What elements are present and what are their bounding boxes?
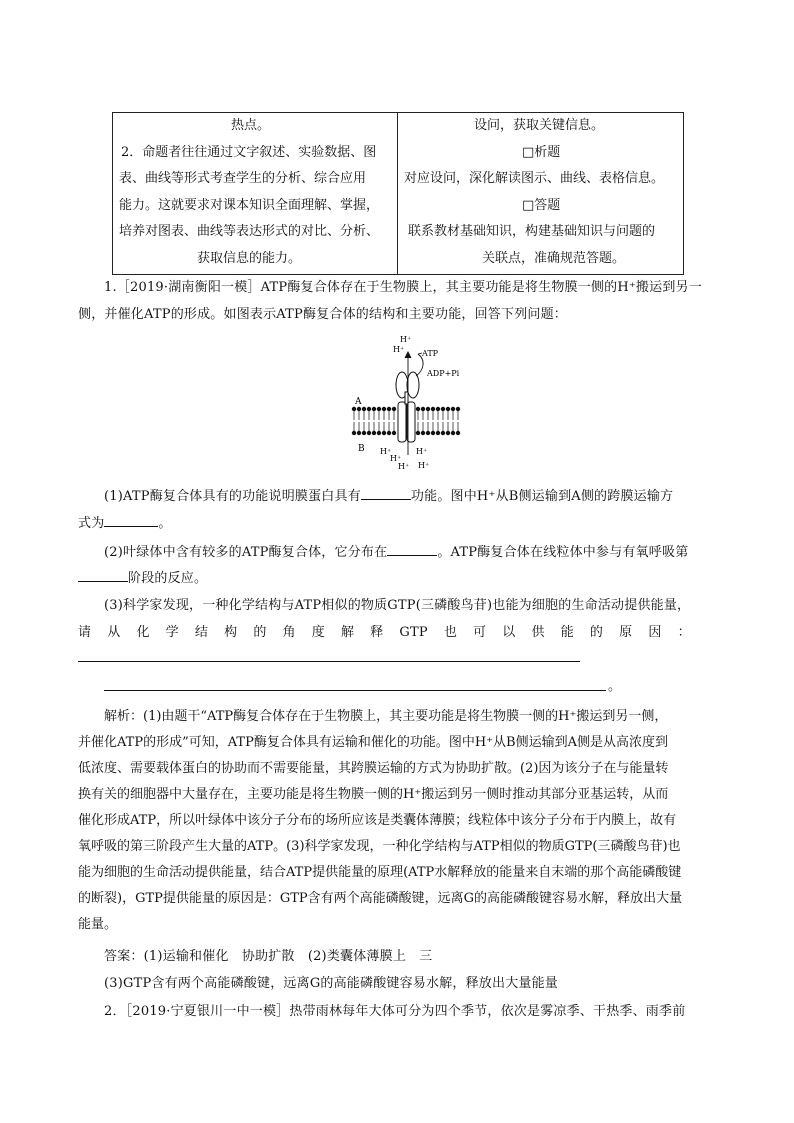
- q1-sub3-char: 以: [502, 625, 516, 640]
- atp-label: ATP: [422, 349, 439, 358]
- q2-stem-line1: 2．［2019·宁夏银川一中一模］热带雨林每年大体可分为四个季节，依次是雾凉季、干热季、雨季前: [104, 1004, 686, 1019]
- q1-sub3-char: 可: [473, 625, 487, 640]
- q1-sub2-text: 。ATP酶复合体在线粒体中参与有氧呼吸第: [437, 545, 689, 560]
- q1-sub1-text: 功能。图中H⁺从B侧运输到A侧的跨膜运输方: [410, 489, 674, 504]
- q1-sub3-char: 解: [340, 625, 355, 640]
- h-plus-bottom: H⁺: [418, 461, 430, 470]
- q1-sub2-line2: [78, 568, 207, 588]
- table-left-line: 培养对图表、曲线等表达形式的对比、分析、: [119, 224, 380, 239]
- table-right-line: □答题: [522, 197, 561, 213]
- h-plus-top: H⁺: [393, 345, 405, 354]
- q1-sub3-char: 因: [648, 625, 662, 640]
- q1-sub3-char: 能: [560, 625, 574, 640]
- label-b: B: [358, 444, 365, 454]
- q1-sub3-char: 度: [311, 625, 325, 640]
- q1-stem-line1: 1.［2019·湖南衡阳一模］ATP酶复合体存在于生物膜上，其主要功能是将生物膜一侧的H⁺搬运到另一: [104, 280, 702, 295]
- table-left-line: 2．命题者往往通过文字叙述、实验数据、图: [121, 144, 377, 160]
- q1-sub3-char: 也: [443, 625, 458, 640]
- h-plus-top: H⁺: [400, 335, 412, 344]
- h-plus-bottom: H⁺: [380, 447, 392, 456]
- atp-synthase-protein: [396, 372, 419, 442]
- q1-sub2-line1: [104, 542, 688, 562]
- table-right-line: □析题: [522, 144, 561, 160]
- analysis-line: 能量。: [78, 917, 118, 932]
- q1-sub3-char: 化: [136, 625, 150, 640]
- q1-sub2-text: 阶段的反应。: [128, 571, 208, 586]
- q1-sub3-char: 供: [531, 625, 545, 640]
- q1-sub3-char: 学: [165, 625, 179, 640]
- adp-pi-label: ADP+Pi: [427, 369, 460, 378]
- q1-sub3-char: 角: [282, 625, 296, 640]
- analysis-line: 换有关的细胞器中大量存在，主要功能是将生物膜一侧的H⁺搬运到另一侧时推动其部分亚基运转，从而: [78, 787, 669, 802]
- q1-sub3-line2: [78, 624, 691, 642]
- q1-sub3-char: ：: [677, 625, 691, 640]
- table-left-cell: [113, 113, 397, 272]
- analysis-line: 低浓度、需要载体蛋白的协助而不需要能量，其跨膜运输的方式为协助扩散。(2)因为该分子在与能量转: [78, 761, 669, 776]
- q1-sub3-char: 的: [253, 625, 267, 640]
- q1-sub3-char: 构: [224, 625, 238, 640]
- q1-sub2-text: (2)叶绿体中含有较多的ATP酶复合体，它分布在: [104, 545, 388, 560]
- answer-line2: (3)GTP含有两个高能磷酸键，远离G的高能磷酸键容易水解，释放出大量能量: [104, 976, 559, 991]
- knowledge-table: [112, 112, 684, 275]
- q1-sub3-end: 。: [608, 679, 622, 694]
- label-a: A: [355, 397, 362, 407]
- q1-sub3-char: 的: [589, 625, 604, 640]
- analysis-line: 能为细胞的生命活动提供能量，结合ATP提供能量的原理(ATP水解释放的能量来自末端的那个高能磷酸键: [78, 865, 682, 880]
- table-right-line: 对应设问，深化解读图示、曲线、表格信息。: [404, 171, 665, 186]
- q1-sub1-text: 。: [158, 516, 172, 531]
- analysis-line: 并催化ATP的形成”可知，ATP酶复合体具有运输和催化的功能。图中H⁺从B侧运输到A侧是从高浓度到: [78, 735, 668, 750]
- table-left-line: 表、曲线等形式考查学生的分析、综合应用: [119, 171, 367, 186]
- table-left-line: 热点。: [231, 118, 271, 133]
- h-plus-bottom: H⁺: [398, 462, 410, 471]
- q1-sub1-line1: [104, 486, 673, 506]
- q1-sub3-char: 释: [370, 625, 384, 640]
- table-right-line: 设问，获取关键信息。: [474, 118, 605, 133]
- q1-sub3-char: 原: [619, 625, 633, 640]
- analysis-line: 氧呼吸的第三阶段产生大量的ATP。(3)科学家发现，一种化学结构与ATP相似的物质GTP(三磷酸鸟苷)也: [78, 839, 681, 854]
- q1-sub3-char: 结: [194, 625, 209, 640]
- table-right-line: 关联点，准确规范答题。: [482, 250, 626, 266]
- h-plus-bottom: H⁺: [416, 447, 428, 456]
- analysis-block: [78, 704, 682, 938]
- q1-stem-line2: 侧，并催化ATP的形成。如图表示ATP酶复合体的结构和主要功能，回答下列问题：: [78, 307, 567, 322]
- atp-synthase-figure: [350, 330, 470, 480]
- q1-sub1-text: 式为: [78, 516, 105, 531]
- analysis-line: 催化形成ATP，所以叶绿体中该分子分布的场所应该是类囊体薄膜；线粒体中该分子分布于内膜上，故有: [78, 813, 677, 828]
- q1-sub3-char: 请: [78, 625, 92, 640]
- q1-sub3-char: 从: [107, 625, 121, 640]
- answer-blank: [104, 513, 158, 527]
- answer-line: [104, 690, 606, 691]
- table-left-line: 能力。这就要求对课本知识全面理解、掌握，: [119, 197, 380, 213]
- analysis-line: 解析：(1)由题干“ATP酶复合体存在于生物膜上，其主要功能是将生物膜一侧的H⁺搬运到另一侧，: [104, 709, 668, 724]
- answer-blank: [387, 542, 437, 556]
- answer-line1: 答案：(1)运输和催化 协助扩散 (2)类囊体薄膜上 三: [104, 949, 433, 964]
- answer-blank: [361, 486, 411, 500]
- h-plus-bottom: H⁺: [390, 454, 402, 463]
- table-left-line: 获取信息的能力。: [197, 250, 302, 266]
- answer-blank: [78, 568, 128, 582]
- analysis-line: 的断裂)，GTP提供能量的原因是：GTP含有两个高能磷酸键，远离G的高能磷酸键容易水解，释放出大量: [78, 891, 683, 906]
- q1-sub3-char: GTP: [399, 625, 428, 640]
- answer-line: [78, 661, 580, 662]
- q1-sub3-line1: (3)科学家发现，一种化学结构与ATP相似的物质GTP(三磷酸鸟苷)也能为细胞的生命活动提供能量，: [104, 598, 691, 613]
- q1-sub1-line2: [78, 513, 172, 533]
- table-right-line: 联系教材基础知识，构建基础知识与问题的: [408, 224, 656, 239]
- table-right-cell: [398, 113, 684, 272]
- q1-sub1-text: (1)ATP酶复合体具有的功能说明膜蛋白具有: [104, 489, 361, 504]
